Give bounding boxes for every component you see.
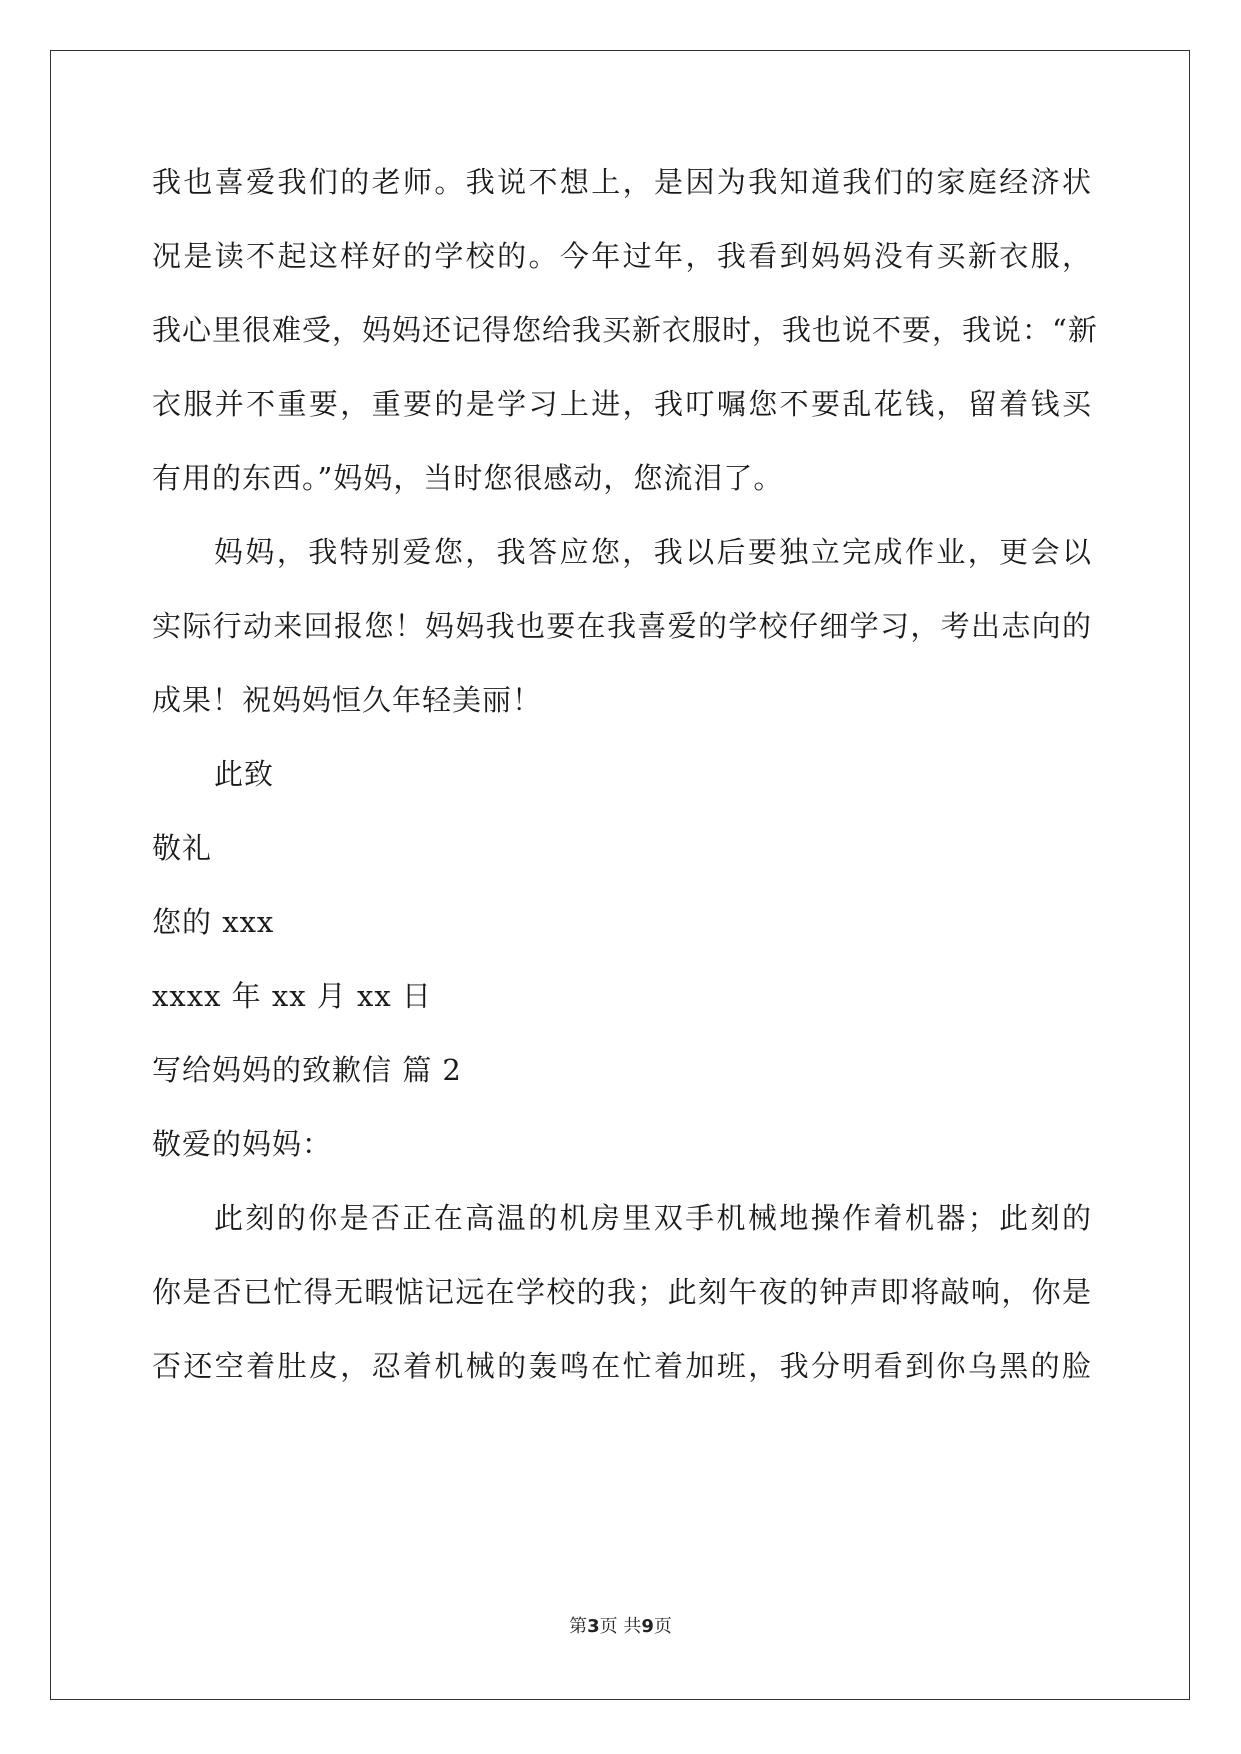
text-line: 衣服并不重要，重要的是学习上进，我叮嘱您不要乱花钱，留着钱买 xyxy=(152,387,1092,421)
current-page-number: 3 xyxy=(587,1616,600,1637)
section-title: 写给妈妈的致歉信 篇 2 xyxy=(152,1053,462,1087)
page-footer xyxy=(0,1616,1241,1638)
letter-greeting: 敬爱的妈妈： xyxy=(152,1127,333,1161)
text-line: 况是读不起这样好的学校的。今年过年，我看到妈妈没有买新衣服， xyxy=(152,239,1092,273)
text-line: 实际行动来回报您！妈妈我也要在我喜爱的学校仔细学习，考出志向的 xyxy=(152,609,1092,643)
date-line: xxxx 年 xx 月 xx 日 xyxy=(152,979,432,1013)
footer-mid: 页 共 xyxy=(599,1616,642,1637)
footer-suffix: 页 xyxy=(653,1616,672,1637)
text-line: 你是否已忙得无暇惦记远在学校的我；此刻午夜的钟声即将敲响，你是 xyxy=(152,1275,1092,1309)
footer-prefix: 第 xyxy=(569,1616,588,1637)
signature: 您的 xxx xyxy=(152,905,275,939)
closing-salutation: 此致 xyxy=(214,757,275,791)
text-line: 否还空着肚皮，忍着机械的轰鸣在忙着加班，我分明看到你乌黑的脸 xyxy=(152,1349,1092,1383)
text-line: 我也喜爱我们的老师。我说不想上，是因为我知道我们的家庭经济状 xyxy=(152,165,1092,199)
text-line: 我心里很难受，妈妈还记得您给我买新衣服时，我也说不要，我说：“新 xyxy=(152,313,1098,347)
text-line: 有用的东西。”妈妈，当时您很感动，您流泪了。 xyxy=(152,461,784,495)
paragraph-first-line: 妈妈，我特别爱您，我答应您，我以后要独立完成作业，更会以 xyxy=(214,535,1092,569)
text-line: 成果！祝妈妈恒久年轻美丽！ xyxy=(152,683,543,717)
paragraph-first-line: 此刻的你是否正在高温的机房里双手机械地操作着机器；此刻的 xyxy=(214,1201,1092,1235)
closing-regards: 敬礼 xyxy=(152,831,213,865)
page-frame xyxy=(50,50,1190,1700)
total-page-number: 9 xyxy=(641,1616,654,1637)
